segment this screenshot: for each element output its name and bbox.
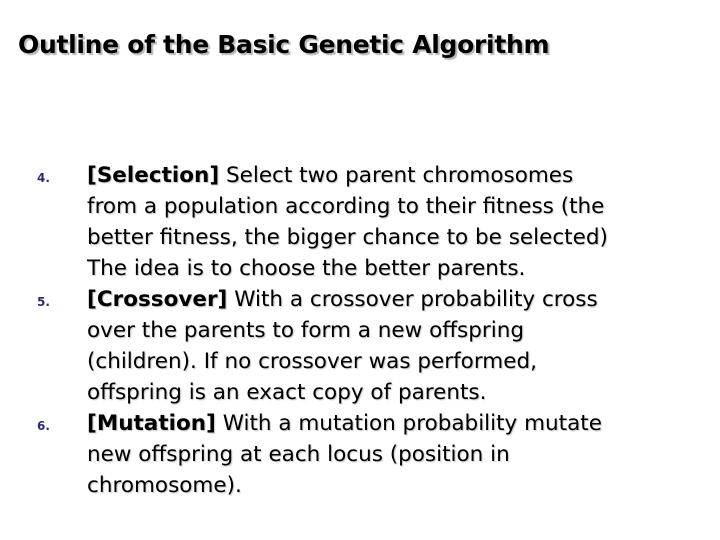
- step-label: [Crossover]: [87, 287, 228, 312]
- step-number: 4.: [37, 171, 50, 185]
- slide-title: Outline of the Basic Genetic Algorithm: [18, 30, 550, 59]
- step-number: 5.: [37, 295, 50, 309]
- step-text: [87, 284, 697, 408]
- step-line: over the parents to form a new offspring: [87, 318, 524, 343]
- list-item: [0, 284, 720, 408]
- step-line: [87, 160, 697, 191]
- step-number: 6.: [37, 419, 50, 433]
- step-list: [0, 160, 720, 501]
- list-item: [0, 408, 720, 501]
- step-line: from a population according to their fitness (the: [87, 194, 605, 219]
- step-line-text: With a mutation probability mutate: [215, 411, 602, 436]
- step-label: [Mutation]: [87, 411, 216, 436]
- list-item: [0, 160, 720, 284]
- step-line: [87, 408, 697, 439]
- step-text: [87, 160, 697, 284]
- step-line: better fitness, the bigger chance to be selected): [87, 225, 608, 250]
- step-line-text: With a crossover probability cross: [227, 287, 598, 312]
- step-line: new offspring at each locus (position in: [87, 442, 510, 467]
- step-line: (children). If no crossover was performed,: [87, 349, 537, 374]
- step-line: [87, 284, 697, 315]
- step-line: chromosome).: [87, 473, 242, 498]
- step-line-text: Select two parent chromosomes: [219, 163, 574, 188]
- step-line: offspring is an exact copy of parents.: [87, 380, 487, 405]
- step-label: [Selection]: [87, 163, 220, 188]
- step-text: [87, 408, 697, 501]
- step-line: The idea is to choose the better parents.: [87, 256, 526, 281]
